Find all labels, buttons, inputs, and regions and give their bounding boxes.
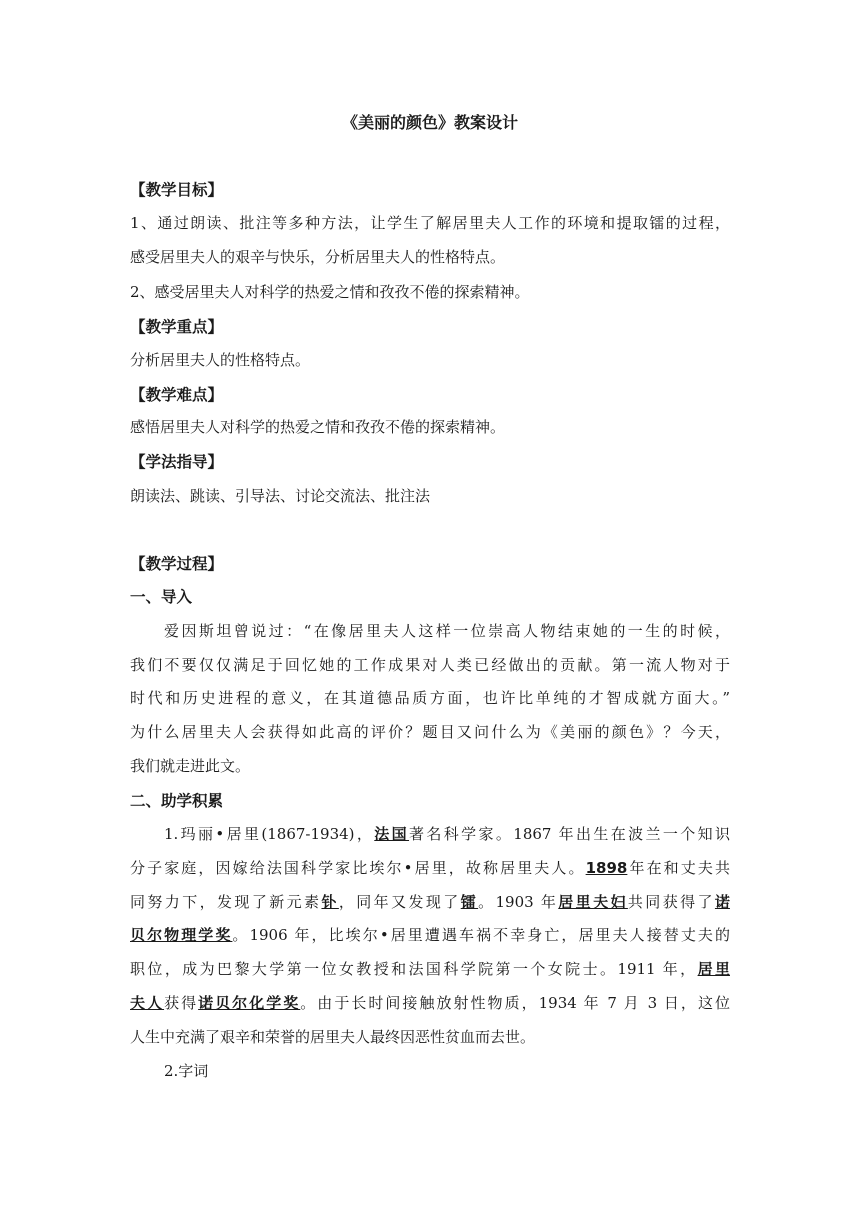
bio-text: 。1903 年: [478, 893, 559, 911]
key-points-heading: 【教学重点】: [130, 318, 224, 336]
bio-link-radium[interactable]: 镭: [460, 893, 479, 911]
vocab-heading: 2.字词: [164, 1062, 209, 1080]
bio-text: 1.玛丽•居里(1867-1934)，: [164, 825, 375, 843]
intro-line-3: 时代和历史进程的意义，在其道德品质方面，也许比单纯的才智成就方面大。”: [130, 689, 730, 707]
bio-text: 职位，成为巴黎大学第一位女教授和法国科学院第一个女院士。1911 年，: [130, 960, 698, 978]
difficulties-text: 感悟居里夫人对科学的热爱之情和孜孜不倦的探索精神。: [130, 418, 506, 436]
objective-1-line-1: 1、通过朗读、批注等多种方法，让学生了解居里夫人工作的环境和提取镭的过程，: [130, 214, 730, 232]
intro-line-4: 为什么居里夫人会获得如此高的评价？题目又问什么为《美丽的颜色》？今天，: [130, 723, 730, 741]
bio-link-madame-curie[interactable]: 居里: [697, 960, 730, 978]
study-method-heading: 【学法指导】: [130, 453, 224, 471]
section-accumulation-heading: 二、助学积累: [130, 792, 224, 810]
bio-line-7: 人生中充满了艰辛和荣誉的居里夫人最终因恶性贫血而去世。: [130, 1028, 536, 1046]
difficulties-heading: 【教学难点】: [130, 386, 224, 404]
bio-link-france[interactable]: 法国: [374, 825, 410, 843]
bio-link-nobel-chemistry[interactable]: 诺贝尔化学奖: [198, 994, 301, 1012]
objectives-heading: 【教学目标】: [130, 181, 224, 199]
bio-line-1: [164, 823, 730, 844]
objective-2: 2、感受居里夫人对科学的热爱之情和孜孜不倦的探索精神。: [130, 283, 530, 301]
intro-line-1: 爱因斯坦曾说过：“在像居里夫人这样一位崇高人物结束她的一生的时候，: [164, 622, 730, 640]
section-intro-heading: 一、导入: [130, 588, 193, 606]
intro-line-5: 我们就走进此文。: [130, 757, 251, 775]
bio-line-4: [130, 924, 730, 945]
bio-text: 共同获得了: [627, 893, 715, 911]
bio-text: 。由于长时间接触放射性物质，1934 年 7 月 3 日，这位: [300, 994, 730, 1012]
intro-line-2: 我们不要仅仅满足于回忆她的工作成果对人类已经做出的贡献。第一流人物对于: [130, 656, 730, 674]
bio-link-nobel-physics[interactable]: 诺: [714, 893, 730, 911]
bio-link-curies[interactable]: 居里夫妇: [558, 893, 628, 911]
bio-text: 年在和丈夫共: [627, 859, 730, 877]
bio-link-1898[interactable]: 1898: [585, 859, 628, 877]
bio-text: ，同年又发现了: [338, 893, 461, 911]
process-heading: 【教学过程】: [130, 555, 224, 573]
bio-text: 分子家庭，因嫁给法国科学家比埃尔•居里，故称居里夫人。: [130, 859, 586, 877]
bio-text: 同努力下，发现了新元素: [130, 893, 322, 911]
bio-line-3: [130, 891, 730, 912]
objective-1-line-2: 感受居里夫人的艰辛与快乐，分析居里夫人的性格特点。: [130, 248, 506, 266]
bio-line-5: [130, 958, 730, 979]
bio-text: 。1906 年，比埃尔•居里遭遇车祸不幸身亡，居里夫人接替丈夫的: [232, 926, 730, 944]
page-title: 《美丽的颜色》教案设计: [341, 113, 518, 132]
bio-text: 著名科学家。1867 年出生在波兰一个知识: [409, 825, 730, 843]
key-points-text: 分析居里夫人的性格特点。: [130, 351, 311, 369]
bio-link-polonium[interactable]: 钋: [321, 893, 339, 911]
bio-text: 获得: [164, 994, 199, 1012]
bio-link-madame-curie[interactable]: 夫人: [130, 994, 165, 1012]
study-method-text: 朗读法、跳读、引导法、讨论交流法、批注法: [130, 487, 431, 505]
bio-line-6: [130, 992, 730, 1013]
bio-line-2: [130, 857, 730, 878]
bio-link-nobel-physics[interactable]: 贝尔物理学奖: [130, 926, 233, 944]
